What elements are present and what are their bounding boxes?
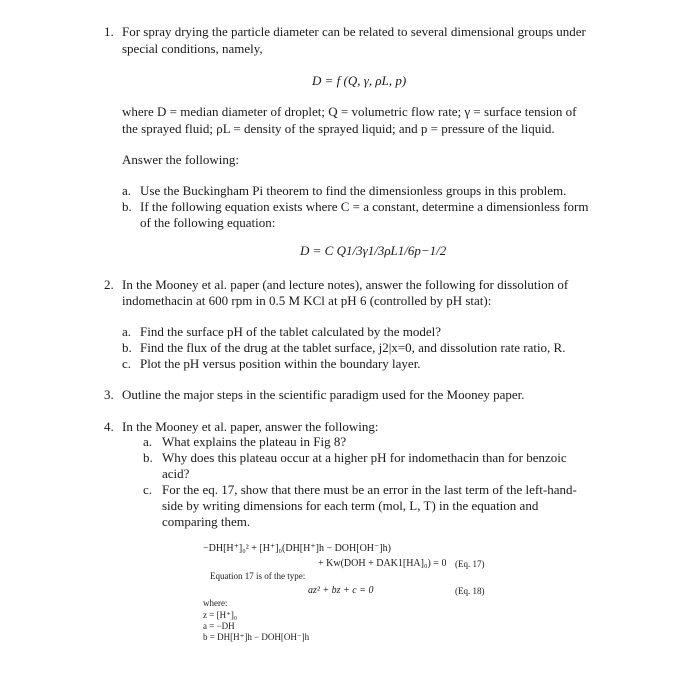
q2-a-text: Find the surface pH of the tablet calculated by the model? [140,324,442,339]
q2-number: 2. [104,277,114,292]
q1-line2: special conditions, namely, [122,41,263,56]
q4-line1: In the Mooney et al. paper, answer the following: [122,419,379,434]
eq17-line2: + Kw(DOH + DAK1[HA]₀) = 0 [318,558,447,569]
q4-c-text3: comparing them. [162,514,251,529]
q2-b-text: Find the flux of the drug at the tablet surface, j2|x=0, and dissolution rate ratio, R. [140,340,566,355]
q1-where-line1: where D = median diameter of droplet; Q = volumetric flow rate; γ = surface tension of [122,104,577,119]
q4-c-label: c. [143,482,153,497]
eq17-line1: −DH[H⁺]₀² + [H⁺]₀(DH[H⁺]h − DOH[OH⁻]h) [203,543,391,554]
q4-b-text1: Why does this plateau occur at a higher pH for indomethacin than for benzoic [162,450,567,465]
eq18-tag: (Eq. 18) [455,586,485,596]
q1-answer-heading: Answer the following: [122,152,239,167]
def-b: b = DH[H⁺]h − DOH[OH⁻]h [203,632,310,642]
q1-a-label: a. [122,183,132,198]
q1-b-text1: If the following equation exists where C = a constant, determine a dimensionless form [140,199,589,214]
q1-where-line2: the sprayed fluid; ρL = density of the sprayed liquid; and p = pressure of the liquid. [122,121,555,136]
q3-number: 3. [104,387,114,402]
q1-a-text: Use the Buckingham Pi theorem to find the dimensionless groups in this problem. [140,183,567,198]
q2-a-label: a. [122,324,132,339]
q2-b-label: b. [122,340,132,355]
q2-c-text: Plot the pH versus position within the boundary layer. [140,356,421,371]
q3-text: Outline the major steps in the scientific paradigm used for the Mooney paper. [122,387,525,402]
q1-equation: D = f (Q, γ, ρL, p) [312,73,407,88]
q4-a-text: What explains the plateau in Fig 8? [162,434,347,449]
def-a: a = −DH [203,621,235,631]
eq18: az² + bz + c = 0 [308,585,374,596]
q2-c-label: c. [122,356,132,371]
where-label: where: [203,598,228,608]
q1-b-text2: of the following equation: [140,215,276,230]
q2-line1: In the Mooney et al. paper (and lecture notes), answer the following for dissolution of [122,277,569,292]
q4-b-label: b. [143,450,153,465]
eq17-tag: (Eq. 17) [455,559,485,569]
q1-line1: For spray drying the particle diameter can be related to several dimensional groups under [122,24,586,39]
q4-number: 4. [104,419,114,434]
q4-c-text2: side by writing dimensions for each term (mol, L, T) in the equation and [162,498,539,513]
q1-number: 1. [104,24,114,39]
q4-b-text2: acid? [162,466,190,481]
q4-c-text1: For the eq. 17, show that there must be an error in the last term of the left-hand- [162,482,577,497]
q1-b-label: b. [122,199,132,214]
q1-equation2: D = C Q1/3γ1/3ρL1/6p−1/2 [300,243,447,258]
eq17-type-label: Equation 17 is of the type: [210,571,306,581]
q2-line2: indomethacin at 600 rpm in 0.5 M KCl at pH 6 (controlled by pH stat): [122,293,492,308]
def-z: z = [H⁺]₀ [203,610,237,620]
q4-a-label: a. [143,434,153,449]
